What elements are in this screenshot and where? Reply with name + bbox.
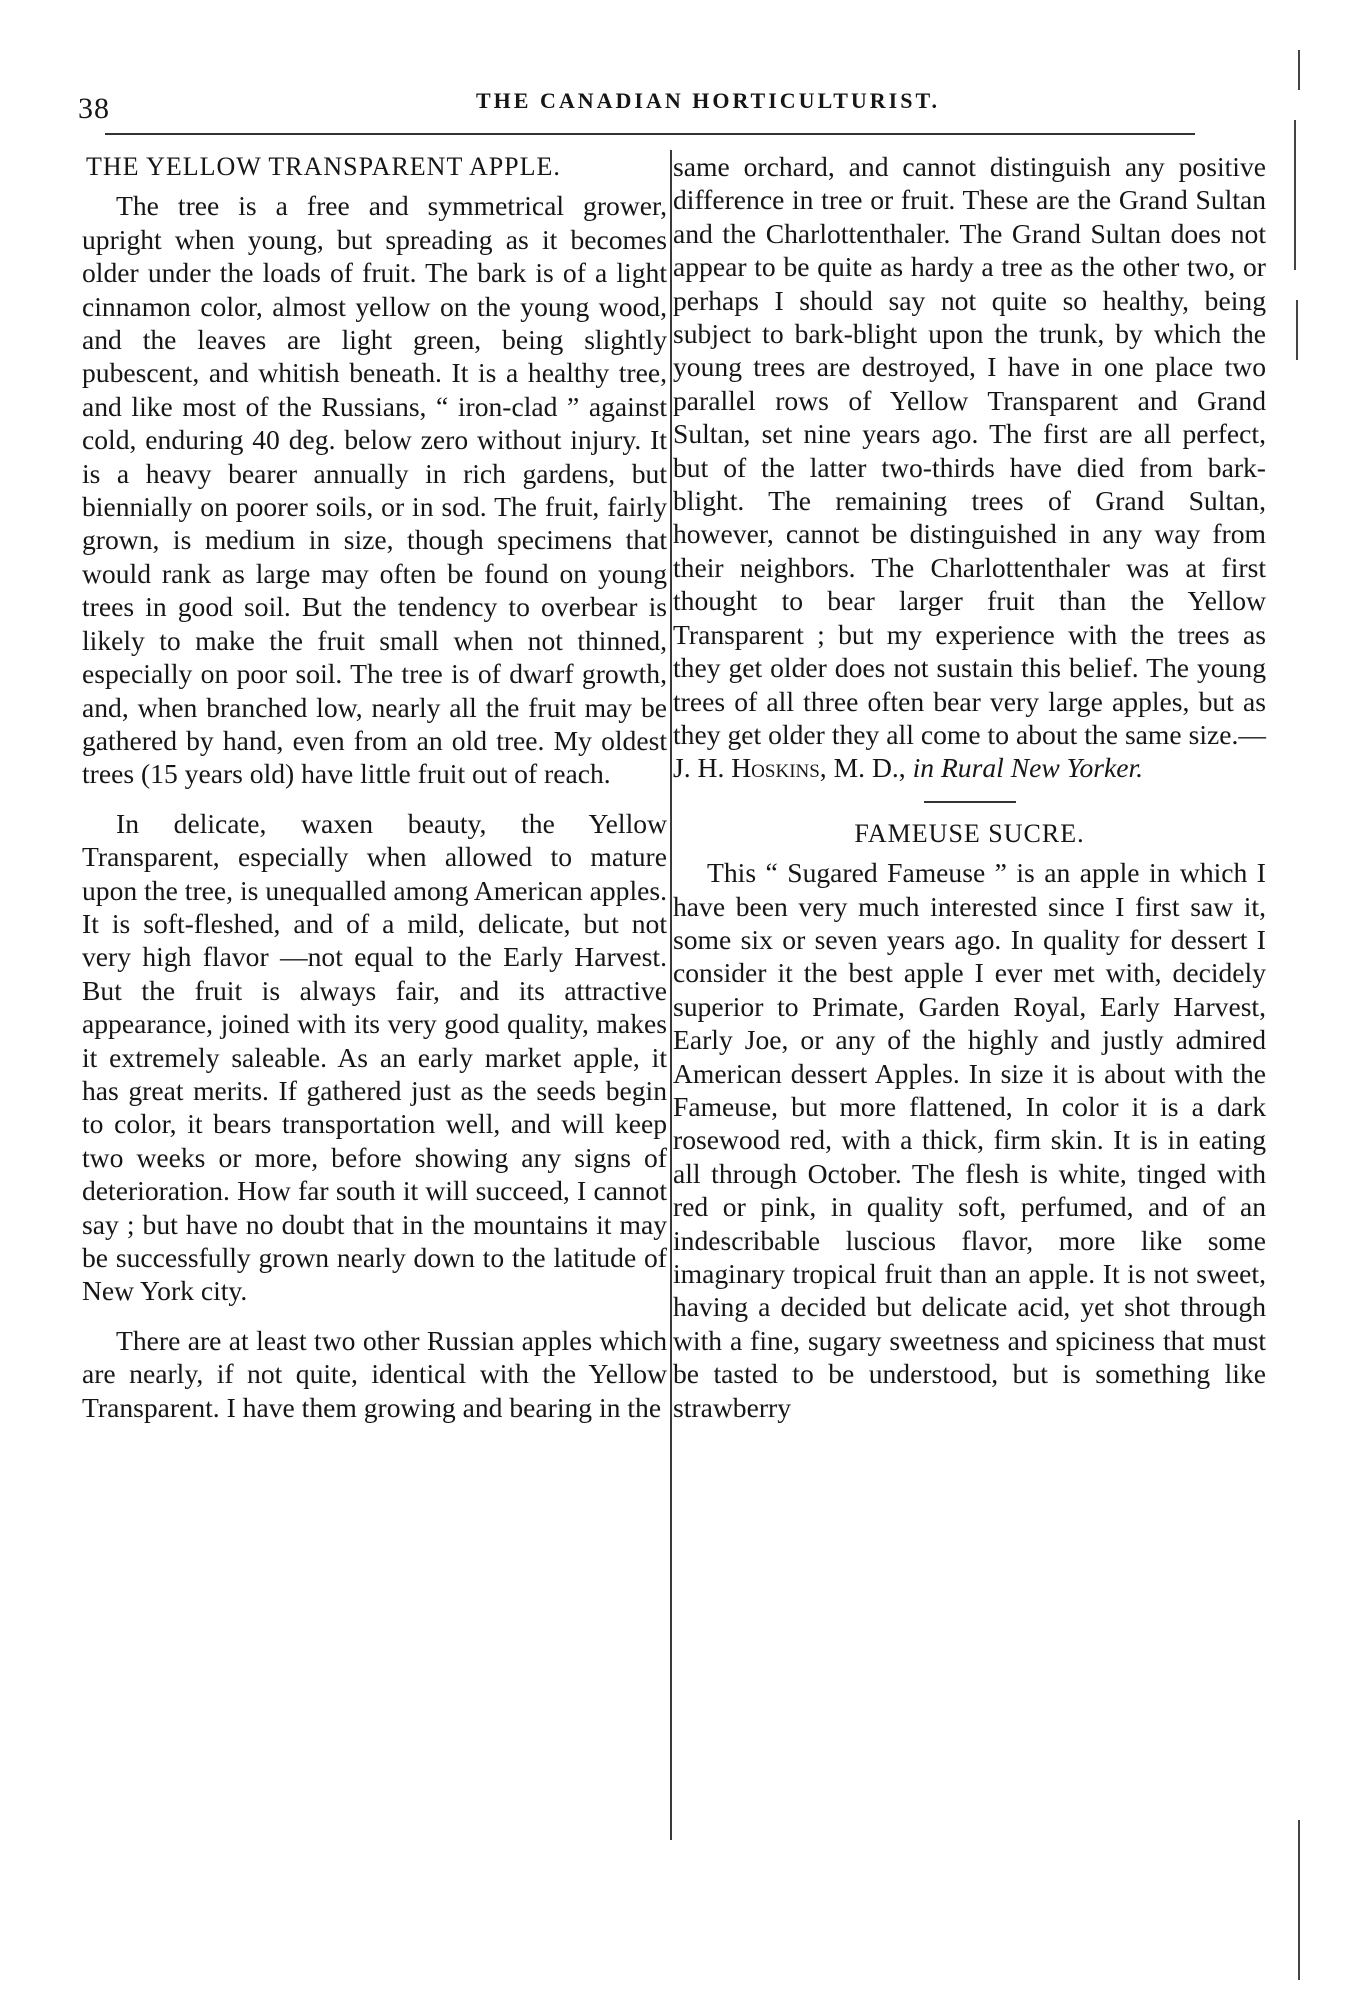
continued-text: same orchard, and cannot distinguish any positive difference in tree or fruit. These are the Grand Sultan and the Charlottenthaler. The Grand Sultan does not appear to be quite as hardy a tree as the other two, or perhaps I should say not quite so healthy, being subject to bark-blight upon the trunk, by which the young trees are destroyed, I have in one place two parallel rows of Yellow Transparent and Grand Sultan, set nine years ago. The first are all perfect, but of the latter two-thirds have died from bark-blight. The remaining trees of Grand Sultan, however, cannot be distinguished in any way from their neighbors. The Charlottenthaler was at first thought to bear larger fruit than the Yellow Transparent ; but my experience with the trees as they get older does not sustain this belief. The young trees of all three often bear very large apples, but as they get older they all come to about the same size.— (673, 151, 1266, 750)
paragraph-1: The tree is a free and symmetrical grower, upright when young, but spreading as it becomes older under the loads of fruit. The bark is of a light cinnamon color, almost yellow on the young wood, and the leaves are light green, being slightly pubescent, and whitish beneath. It is a healthy tree, and like most of the Russians, “ iron-clad ” against cold, enduring 40 deg. below zero without injury. It is a heavy bearer annually in rich gardens, but biennially on poorer soils, or in sod. The fruit, fairly grown, is medium in size, though specimens that would rank as large may often be found on young trees in good soil. But the tendency to overbear is likely to make the fruit small when not thinned, especially on poor soil. The tree is of dwarf growth, and, when branched low, nearly all the fruit may be gathered by hand, even from an old tree. My oldest trees (15 years old) have little fruit out of reach. (82, 190, 667, 790)
paragraph-fameuse: This “ Sugared Fameuse ” is an apple in which I have been very much interested since I first saw it, some six or seven years ago. In quality for dessert I consider it the best apple I ever met with, decidely superior to Primate, Garden Royal, Early Harvest, Early Joe, or any of the highly and justly admired American dessert Apples. In size it is about with the Fameuse, but more flattened, In color it is a dark rosewood red, with a thick, firm skin. It is in eating all through October. The flesh is white, tinged with red or pink, in quality soft, perfumed, and of an indescribable luscious flavor, more like some imaginary tropical fruit than an apple. It is not sweet, having a decided but delicate acid, yet shot through with a fine, sugary sweetness and spiciness that must be tasted to be understood, but is something like strawberry (673, 857, 1266, 1423)
margin-mark (1296, 300, 1298, 360)
section-separator (924, 801, 1016, 803)
margin-mark (1298, 50, 1300, 90)
article-heading-yellow-transparent: THE YELLOW TRANSPARENT APPLE. (86, 152, 561, 181)
margin-mark (1298, 1820, 1300, 1980)
header-rule (105, 133, 1195, 135)
article-heading-fameuse-sucre: FAMEUSE SUCRE. (854, 818, 1085, 848)
attribution-source: in Rural New Yorker. (912, 752, 1144, 784)
page-number: 38 (78, 92, 110, 125)
continued-paragraph (673, 150, 1266, 785)
scan-margin-marks (1290, 40, 1330, 1990)
right-column (673, 150, 1266, 1440)
left-column (82, 150, 667, 1440)
paragraph-3: There are at least two other Russian apples which are nearly, if not quite, identical with the Yellow Transparent. I have them growing and bearing in the (82, 1324, 667, 1423)
page-header (78, 74, 1208, 124)
paragraph-2: In delicate, waxen beauty, the Yellow Transparent, especially when allowed to mature upon the tree, is unequalled among American apples. It is soft-fleshed, and of a mild, delicate, but not very high flavor —not equal to the Early Harvest. But the fruit is always fair, and its attractive appearance, joined with its very good quality, makes it extremely saleable. As an early market apple, it has great merits. If gathered just as the seeds begin to color, it bears transportation well, and will keep two weeks or more, before showing any signs of deterioration. How far south it will succeed, I cannot say ; but have no doubt that in the mountains it may be successfully grown nearly down to the latitude of New York city. (82, 807, 667, 1307)
column-divider (670, 150, 672, 1840)
journal-title: THE CANADIAN HORTICULTURIST. (475, 88, 941, 113)
attribution-author: J. H. Hoskins, M. D., (673, 752, 906, 784)
margin-mark (1294, 120, 1296, 270)
